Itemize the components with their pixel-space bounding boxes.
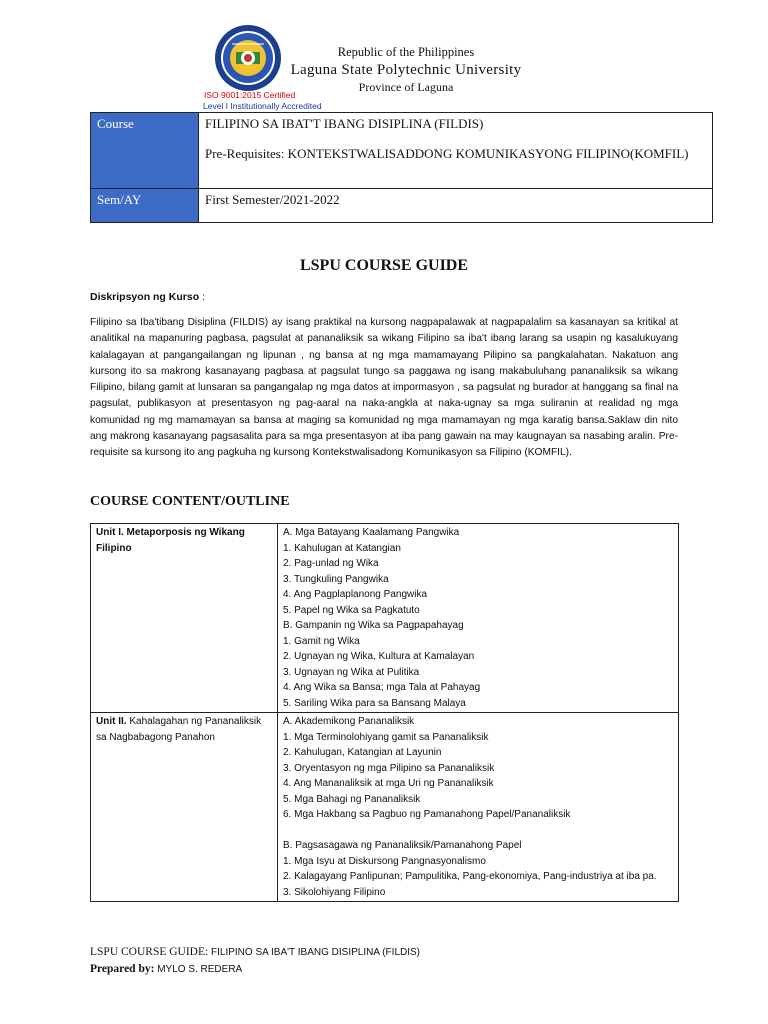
topic-item: 3. Oryentasyon ng mga Pilipino sa Pananaliksik xyxy=(283,762,495,774)
outline-title: COURSE CONTENT/OUTLINE xyxy=(90,494,290,509)
topic-item: 3. Sikolohiyang Filipino xyxy=(283,886,386,898)
unit-title-bold: Unit II. xyxy=(96,716,127,727)
topic-item: B. Pagsasagawa ng Pananaliksik/Pamanahong Papel xyxy=(283,840,522,851)
topic-item: 3. Tungkuling Pangwika xyxy=(283,573,389,585)
footer-prepared-value: MYLO S. REDERA xyxy=(154,964,243,975)
unit-topics-cell xyxy=(278,713,679,902)
unit-title-cell xyxy=(91,524,278,713)
topic-item: 4. Ang Wika sa Bansa; mga Tala at Pahayag xyxy=(283,682,481,693)
topic-item: 3. Ugnayan ng Wika at Pulitika xyxy=(283,666,420,678)
page-title: LSPU COURSE GUIDE xyxy=(299,257,469,274)
topic-item: 1. Kahulugan at Katangian xyxy=(283,542,401,554)
topic-item: 5. Papel ng Wika sa Pagkatuto xyxy=(283,604,420,616)
unit-topics-cell xyxy=(278,524,679,713)
course-outline-table xyxy=(90,523,679,902)
footer-guide-value: FILIPINO SA IBA'T IBANG DISIPLINA (FILDIS) xyxy=(208,947,421,958)
iso-certification: ISO 9001:2015 Certified xyxy=(204,90,296,100)
topic-item: 5. Mga Bahagi ng Pananaliksik xyxy=(283,793,421,805)
topic-item: 1. Mga Terminolohiyang gamit sa Pananaliksik xyxy=(283,731,489,743)
unit-title-bold: Unit I. Metaporposis ng Wikang Filipino xyxy=(96,527,245,554)
topic-item: 5. Sariling Wika para sa Bansang Malaya xyxy=(283,697,466,709)
topic-item: 2. Ugnayan ng Wika, Kultura at Kamalayan xyxy=(283,651,475,662)
footer-prepared-label: Prepared by: xyxy=(90,963,155,975)
topic-item: 4. Ang Mananaliksik at mga Uri ng Pananaliksik xyxy=(283,778,494,789)
topic-item: B. Gampanin ng Wika sa Pagpapahayag xyxy=(283,620,464,631)
topic-item: 2. Kahulugan, Katangian at Layunin xyxy=(283,747,442,758)
topic-item: 6. Mga Hakbang sa Pagbuo ng Pamanahong Papel/Pananaliksik xyxy=(283,809,571,820)
description-colon: : xyxy=(199,291,205,303)
topic-item: A. Mga Batayang Kaalamang Pangwika xyxy=(283,527,460,538)
accreditation-text: Level I Institutionally Accredited xyxy=(203,101,322,111)
topic-item: 2. Pag-unlad ng Wika xyxy=(283,558,379,569)
footer-prepared xyxy=(90,963,242,975)
unit-row xyxy=(91,524,679,713)
course-title: FILIPINO SA IBAT'T IBANG DISIPLINA (FILDIS) xyxy=(205,116,484,131)
university-name: Laguna State Polytechnic University xyxy=(290,62,522,78)
blank-line xyxy=(283,823,673,839)
topic-item: 4. Ang Pagplaplanong Pangwika xyxy=(283,589,428,600)
prerequisites: Pre-Requisites: KONTEKSTWALISADDONG KOMUNIKASYONG FILIPINO(KOMFIL) xyxy=(205,146,689,161)
topic-item: A. Akademikong Pananaliksik xyxy=(283,716,415,727)
unit-title-cell xyxy=(91,713,278,902)
course-info-table xyxy=(90,112,713,223)
republic-heading: Republic of the Philippines xyxy=(337,45,475,59)
semay-label: Sem/AY xyxy=(91,189,199,223)
description-body: Filipino sa Iba'tibang Disiplina (FILDIS) ay isang praktikal na kursong nagpapalawak at nagpapalalim sa kasanayan sa kritikal at analitikal na mapanuring pagbasa, pagsulat at pananaliksik sa wikang Filipino sa iba't ibang larang sa usapin ng kasalukuyang kalalagayan at pangangailangan ng lipunan , ng bansa at ng mga mamamayang Pilipino sa pangkalahatan. Nakatuon ang kursong ito sa makrong kasanayang pagbasa at pagsulat tungo sa paggawa ng isang makabuluhang pananaliksik sa wikang Filipino, bilang gamit at lunsaran sa pangangalap ng mga datos at impormasyon , sa pagsulat ng burador at hanggang sa final na pagsulat, publikasyon at presentasyon ng pag-aaral na naka-angkla at naka-ugnay sa mga suliranin at realidad ng mga komunidad ng mg mamamayan sa bansa at maging sa komunidad ng mga mamamayan ng mga karatig bansa.Saklaw din nito ang makrong kasanayang pagsasalita para sa mga presentasyon at iba pang gawain na may kaugnayan sa nasabing aralin. Pre-requisite sa kursong ito ang pagkuha ng kursong Kontekstwalisadong Komunikasyon sa Filipino (KOMFIL). xyxy=(90,317,678,459)
description-label-text: Diskripsyon ng Kurso xyxy=(90,291,200,303)
course-cell xyxy=(199,113,713,189)
topic-item: 1. Gamit ng Wika xyxy=(283,635,360,647)
unit-title-rest: Kahalagahan ng Pananaliksik sa Nagbabagong Panahon xyxy=(96,716,262,743)
course-label: Course xyxy=(91,113,199,189)
topic-item: 2. Kalagayang Panlipunan; Pampulitika, Pang-ekonomiya, Pang-industriya at iba pa. xyxy=(283,871,657,882)
topic-item: 1. Mga Isyu at Diskursong Pangnasyonalismo xyxy=(283,855,486,867)
description-label xyxy=(90,291,205,303)
unit-row xyxy=(91,713,679,902)
footer-guide-label: LSPU COURSE GUIDE: xyxy=(90,946,209,958)
footer-guide xyxy=(90,946,420,958)
semay-value: First Semester/2021-2022 xyxy=(199,189,713,223)
province-heading: Province of Laguna xyxy=(358,80,454,94)
